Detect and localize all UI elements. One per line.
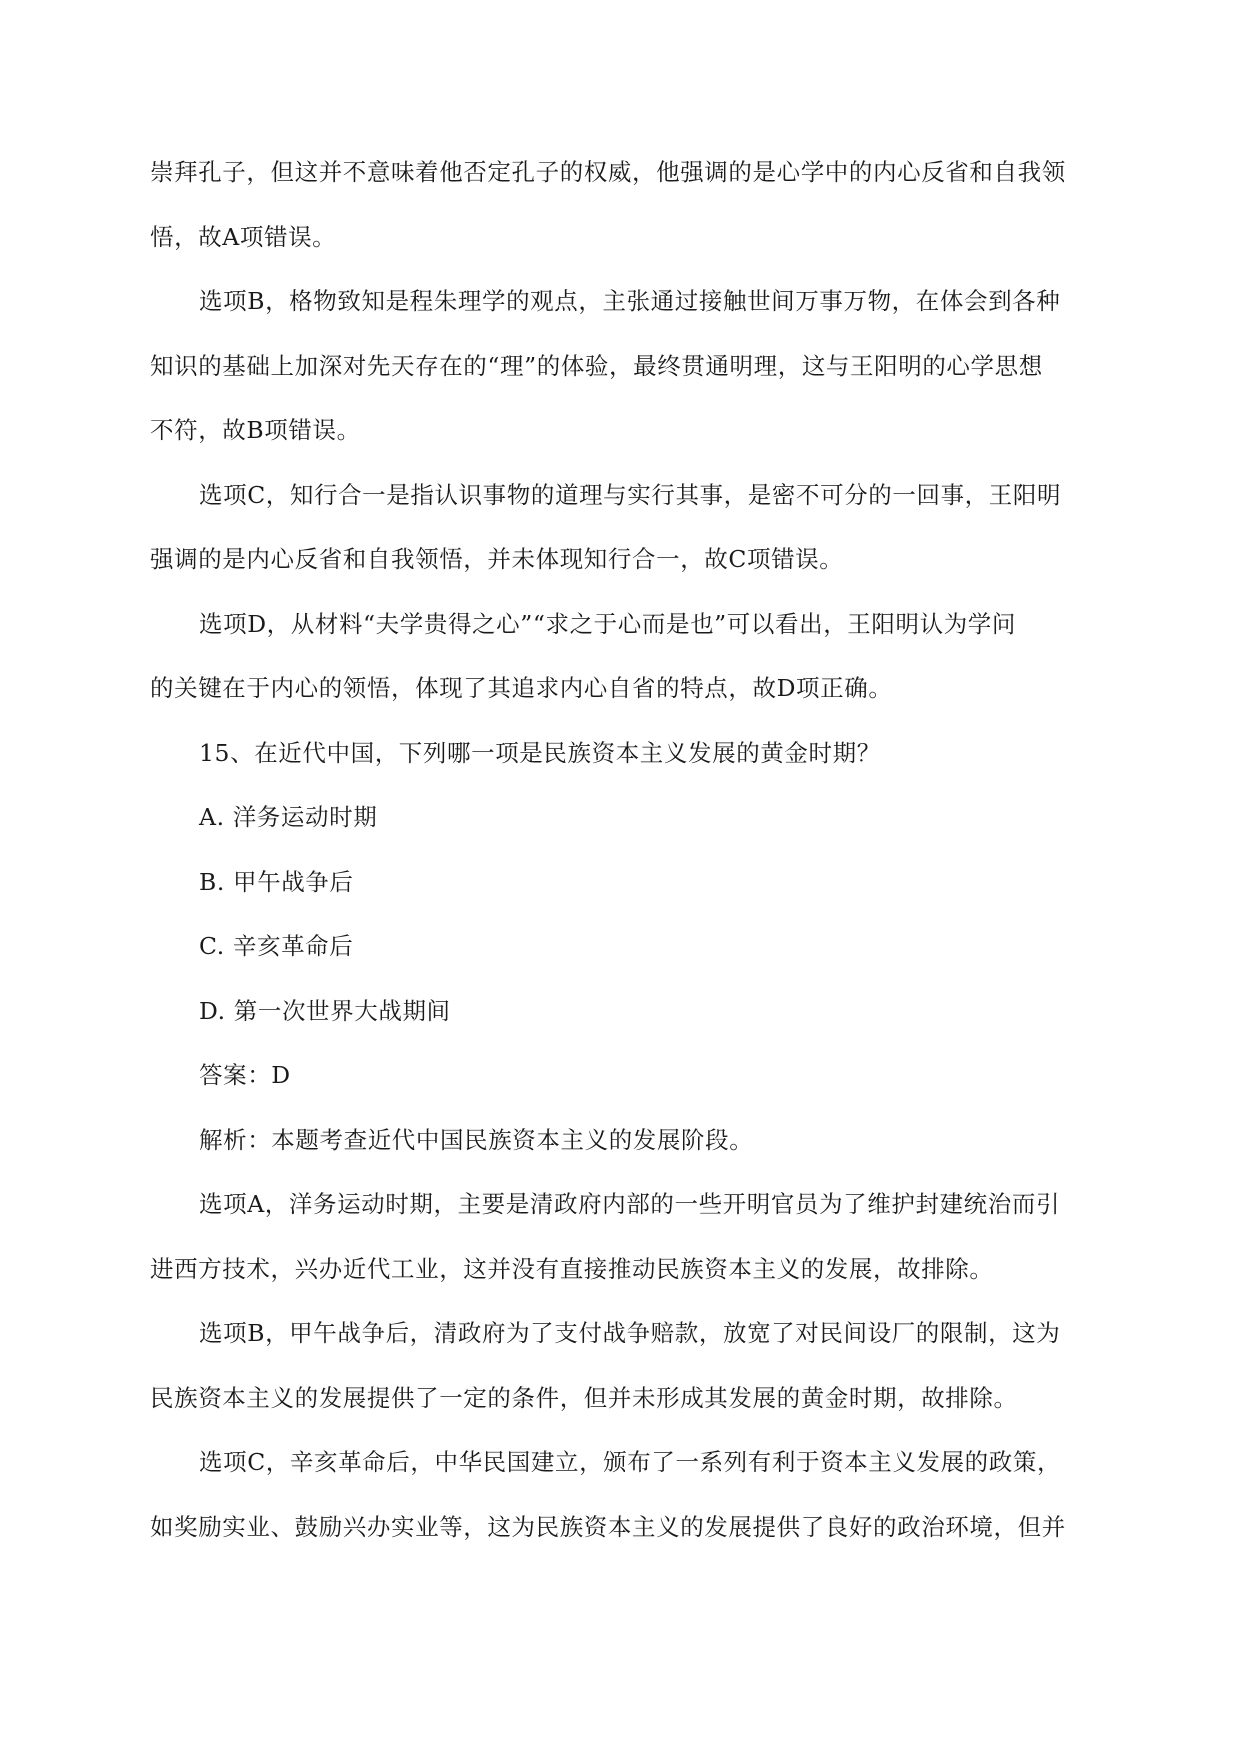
text-line: 进西方技术，兴办近代工业，这并没有直接推动民族资本主义的发展，故排除。 — [150, 1254, 994, 1283]
question-title: 15、在近代中国，下列哪一项是民族资本主义发展的黄金时期？ — [199, 738, 881, 767]
option-d: D. 第一次世界大战期间 — [199, 996, 451, 1025]
text-line: 知识的基础上加深对先天存在的“理”的体验，最终贯通明理，这与王阳明的心学思想 — [150, 351, 1043, 380]
text-line: 悟，故A项错误。 — [150, 222, 337, 251]
text-line: 强调的是内心反省和自我领悟，并未体现知行合一，故C项错误。 — [150, 545, 844, 573]
option-c: C. 辛亥革命后 — [199, 932, 354, 960]
text-line: 不符，故B项错误。 — [150, 416, 361, 444]
text-line: 的关键在于内心的领悟，体现了其追求内心自省的特点，故D项正确。 — [150, 674, 893, 702]
text-line: 选项B，甲午战争后，清政府为了支付战争赔款，放宽了对民间设厂的限制，这为 — [199, 1319, 1061, 1347]
text-line: 如奖励实业、鼓励兴办实业等，这为民族资本主义的发展提供了良好的政治环境，但并 — [150, 1512, 1066, 1541]
text-line: 选项D，从材料“夫学贵得之心”“求之于心而是也”可以看出，王阳明认为学问 — [199, 609, 1016, 638]
analysis-intro: 解析：本题考查近代中国民族资本主义的发展阶段。 — [199, 1125, 754, 1154]
answer-line: 答案：D — [199, 1061, 291, 1089]
document-page — [150, 140, 1105, 1559]
option-a: A. 洋务运动时期 — [199, 803, 378, 831]
text-line: 选项A，洋务运动时期，主要是清政府内部的一些开明官员为了维护封建统治而引 — [199, 1190, 1061, 1218]
text-line: 选项B，格物致知是程朱理学的观点，主张通过接触世间万事万物，在体会到各种 — [199, 287, 1061, 315]
option-b: B. 甲午战争后 — [199, 867, 354, 896]
text-line: 民族资本主义的发展提供了一定的条件，但并未形成其发展的黄金时期，故排除。 — [150, 1383, 1018, 1412]
text-line: 选项C，辛亥革命后，中华民国建立，颁布了一系列有利于资本主义发展的政策， — [199, 1448, 1062, 1476]
text-line: 崇拜孔子，但这并不意味着他否定孔子的权威，他强调的是心学中的内心反省和自我领 — [150, 158, 1066, 186]
text-line: 选项C，知行合一是指认识事物的道理与实行其事，是密不可分的一回事，王阳明 — [199, 480, 1062, 509]
